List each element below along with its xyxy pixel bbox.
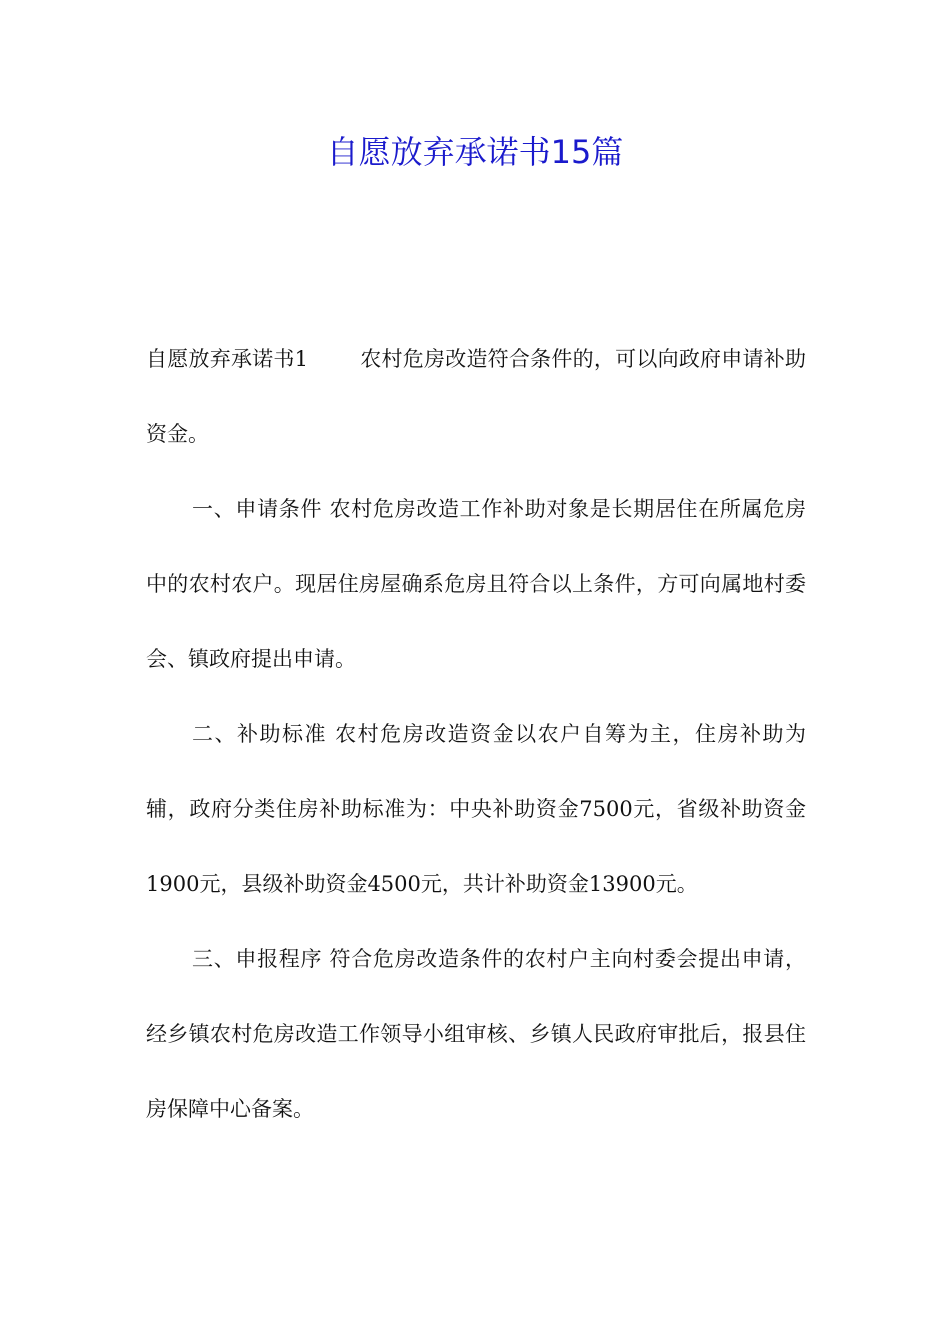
paragraph-subsidy-standard: 二、补助标准 农村危房改造资金以农户自筹为主，住房补助为辅，政府分类住房补助标准为：中央补助资金7500元，省级补助资金1900元，县级补助资金4500元，共计补助资金13900元。 — [146, 722, 806, 896]
paragraph-intro — [146, 322, 806, 472]
paragraph-text: 农村危房改造符合条件的，可以向政府申请补助资金。 — [146, 347, 806, 446]
section-heading: 自愿放弃承诺书1 — [146, 347, 309, 371]
document-title: 自愿放弃承诺书15篇 — [326, 133, 624, 171]
paragraph-application-conditions: 一、申请条件 农村危房改造工作补助对象是长期居住在所属危房中的农村农户。现居住房屋确系危房且符合以上条件，方可向属地村委会、镇政府提出申请。 — [146, 497, 806, 671]
document-body — [146, 322, 806, 1147]
paragraph-application-procedure: 三、申报程序 符合危房改造条件的农村户主向村委会提出申请，经乡镇农村危房改造工作领导小组审核、乡镇人民政府审批后，报县住房保障中心备案。 — [146, 947, 806, 1121]
